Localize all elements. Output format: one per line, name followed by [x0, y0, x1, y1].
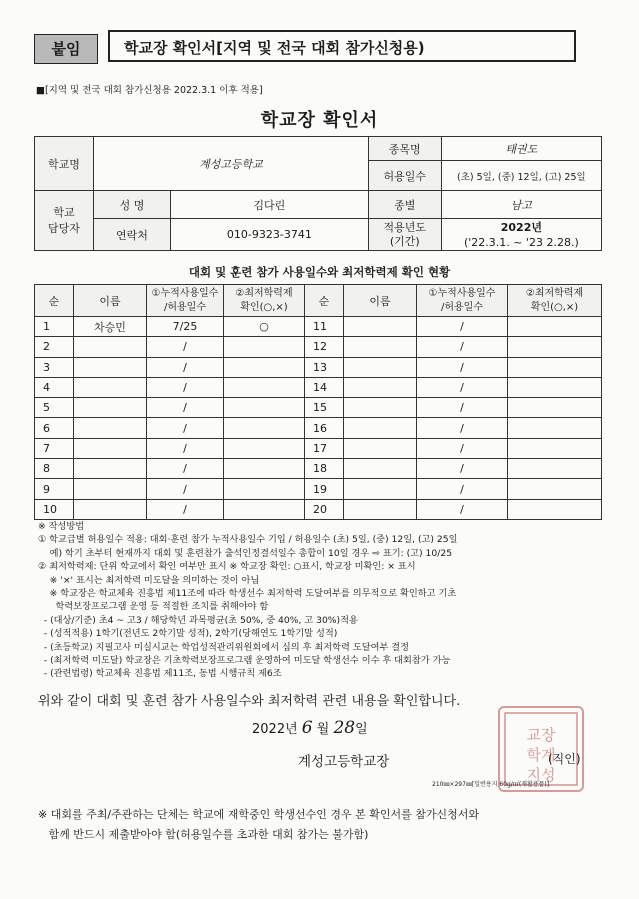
row-name: [344, 499, 417, 519]
row-name: [74, 377, 147, 397]
row-name: [74, 499, 147, 519]
row-check: [508, 377, 602, 397]
table-row: [35, 418, 602, 438]
row-days: /: [147, 377, 224, 397]
col-days-right: ①누적사용일수 /허용일수: [417, 285, 508, 317]
date-month: 6: [301, 718, 313, 738]
row-check: ○: [224, 317, 305, 337]
table-row: [35, 438, 602, 458]
date-day: 28: [333, 718, 356, 738]
table-row: [35, 317, 602, 337]
instruction-line: 예) 학기 초부터 현재까지 대회 및 훈련참가 출석인정결석일수 총합이 10일 경우 ⇨ 표기: (고) 10/25: [38, 547, 453, 559]
row-days: /: [147, 438, 224, 458]
date-year: 2022년: [252, 722, 298, 737]
row-days: /: [417, 317, 508, 337]
row-name: [344, 459, 417, 479]
row-name: [74, 337, 147, 357]
sport-value: 태권도: [441, 137, 601, 161]
row-no: 4: [35, 377, 74, 397]
row-days: /: [417, 479, 508, 499]
instruction-line: - (성적적용) 1학기(전년도 2학기말 성적), 2학기(당해연도 1학기말 성적): [38, 628, 338, 640]
row-name: [344, 377, 417, 397]
col-no-left: 순: [35, 285, 74, 317]
table-row: [35, 459, 602, 479]
apply-year-value: 2022년: [500, 220, 542, 234]
row-check: [508, 499, 602, 519]
row-name: [74, 418, 147, 438]
row-check: [508, 459, 602, 479]
category-value: 남고: [441, 191, 601, 219]
seal-line-2: 학계: [526, 746, 556, 764]
row-days: /: [147, 357, 224, 377]
row-name: [344, 317, 417, 337]
row-no: 20: [305, 499, 344, 519]
name-value: 김다린: [171, 191, 369, 219]
col-check-left: ②최저학력제 확인(○,×): [224, 285, 305, 317]
row-name: [344, 479, 417, 499]
instruction-line: ① 학교급별 허용일수 적용: 대회·훈련 참가 누적사용일수 기입 / 허용일수 (초) 5일, (중) 12일, (고) 25일: [38, 534, 458, 546]
row-check: [224, 438, 305, 458]
row-no: 2: [35, 337, 74, 357]
row-no: 16: [305, 418, 344, 438]
col-check-right: ②최저학력제 확인(○,×): [508, 285, 602, 317]
apply-period-value: ('22.3.1. ~ '23 2.28.): [463, 235, 579, 249]
info-table: [34, 136, 602, 251]
row-name: 차승민: [74, 317, 147, 337]
row-name: [344, 418, 417, 438]
contact-label: 연락처: [94, 219, 171, 251]
row-name: [74, 459, 147, 479]
row-name: [74, 479, 147, 499]
submission-note: ※ 대회를 주최/주관하는 단체는 학교에 재학중인 학생선수인 경우 본 확인서를 참가신청서와 함께 반드시 제출받아야 함(허용일수를 초과한 대회 참가는 불가함): [38, 808, 480, 841]
instruction-line: - (대상/기준) 초4 ~ 고3 / 해당학년 과목평균(초 50%, 중 40%, 고 30%)적용: [38, 614, 358, 626]
allowed-days-value: (초) 5일, (중) 12일, (고) 25일: [441, 161, 601, 191]
status-table-title: 대회 및 훈련 참가 사용일수와 최저학력제 확인 현황: [188, 265, 451, 279]
row-days: /: [417, 377, 508, 397]
instruction-line: - (최저학력 미도달) 학교장은 기초학력보장프로그램 운영하여 미도달 학생선수 이수 후 대회참가 가능: [38, 655, 451, 667]
table-row: [35, 357, 602, 377]
name-label: 성 명: [94, 191, 171, 219]
row-days: /: [417, 438, 508, 458]
apply-year-label: 적용년도 (기간): [368, 219, 441, 251]
row-no: 1: [35, 317, 74, 337]
row-check: [224, 398, 305, 418]
contact-value: 010-9323-3741: [171, 219, 369, 251]
row-check: [508, 418, 602, 438]
row-no: 13: [305, 357, 344, 377]
row-check: [508, 317, 602, 337]
row-check: [224, 357, 305, 377]
row-no: 10: [35, 499, 74, 519]
row-no: 6: [35, 418, 74, 438]
school-principal-signature: 계성고등학교장: [298, 754, 390, 770]
row-name: [74, 398, 147, 418]
row-no: 3: [35, 357, 74, 377]
row-no: 18: [305, 459, 344, 479]
row-check: [508, 438, 602, 458]
row-check: [224, 499, 305, 519]
row-check: [224, 337, 305, 357]
row-no: 15: [305, 398, 344, 418]
table-row: [35, 337, 602, 357]
instruction-line: ※ '×' 표시는 최저학력 미도달을 의미하는 것이 아님: [38, 574, 260, 586]
instruction-line: 학력보장프로그램 운영 등 적절한 조치를 취해야야 함: [38, 601, 269, 613]
row-check: [224, 459, 305, 479]
seal-label: (직인): [548, 752, 581, 766]
row-check: [224, 479, 305, 499]
writing-instructions: [38, 520, 608, 681]
applicability-note: ■[지역 및 전국 대회 참가신청용 2022.3.1 이후 적용]: [36, 85, 263, 96]
row-name: [344, 438, 417, 458]
row-name: [344, 337, 417, 357]
row-days: /: [417, 337, 508, 357]
paper-spec-note: 210㎜×297㎜[일반용지 60g/㎡(재활용품)]: [432, 781, 550, 788]
row-no: 8: [35, 459, 74, 479]
category-label: 종별: [368, 191, 441, 219]
seal-line-1: 교장: [526, 726, 556, 744]
instruction-line: ② 최저학력제: 단위 학교에서 확인 여부만 표시 ※ 학교장 확인: ○표시, 학교장 미확인: × 표시: [38, 561, 416, 573]
col-days-left: ①누적사용일수 /허용일수: [147, 285, 224, 317]
row-days: /: [147, 479, 224, 499]
instruction-line: ※ 학교장은 학교체육 진흥법 제11조에 따라 학생선수 최저학력 도달여부를 의무적으로 확인하고 기초: [38, 588, 457, 600]
confirmation-statement: 위와 같이 대회 및 훈련 참가 사용일수와 최저학력 관련 내용을 확인합니다.: [38, 694, 461, 709]
row-no: 11: [305, 317, 344, 337]
apply-year-cell: [441, 219, 601, 251]
row-days: 7/25: [147, 317, 224, 337]
row-days: /: [417, 398, 508, 418]
row-no: 7: [35, 438, 74, 458]
participation-table: [34, 284, 602, 520]
row-check: [508, 337, 602, 357]
row-days: /: [147, 398, 224, 418]
school-label: 학교명: [35, 137, 94, 191]
row-check: [508, 357, 602, 377]
table-row: [35, 398, 602, 418]
row-name: [74, 438, 147, 458]
row-days: /: [417, 418, 508, 438]
row-no: 12: [305, 337, 344, 357]
col-no-right: 순: [305, 285, 344, 317]
col-name-right: 이름: [344, 285, 417, 317]
table-row: [35, 499, 602, 519]
date-month-unit: 월: [316, 722, 330, 737]
document-title: 학교장 확인서: [260, 110, 379, 131]
table-row: [35, 479, 602, 499]
row-name: [344, 398, 417, 418]
row-days: /: [147, 459, 224, 479]
row-no: 14: [305, 377, 344, 397]
row-name: [344, 357, 417, 377]
date-day-unit: 일: [355, 722, 368, 737]
row-check: [224, 377, 305, 397]
row-no: 9: [35, 479, 74, 499]
sport-label: 종목명: [368, 137, 441, 161]
row-no: 5: [35, 398, 74, 418]
school-value: 계성고등학교: [94, 137, 369, 191]
row-days: /: [417, 459, 508, 479]
signature-date: [252, 718, 368, 738]
row-days: /: [147, 418, 224, 438]
form-header-title: 학교장 확인서[지역 및 전국 대회 참가신청용): [108, 30, 576, 62]
row-days: /: [147, 499, 224, 519]
row-check: [508, 398, 602, 418]
seal-graphic: [500, 708, 582, 790]
instruction-line: - (관련법령) 학교체육 진흥법 제11조, 동법 시행규칙 제6조: [38, 668, 282, 680]
row-days: /: [417, 499, 508, 519]
table-row: [35, 377, 602, 397]
instruction-line: - (초등학교) 지필고사 미실시교는 학업성적관리위원회에서 심의 후 최저학력 도달여부 결정: [38, 641, 409, 653]
row-check: [224, 418, 305, 438]
row-days: /: [147, 337, 224, 357]
row-no: 19: [305, 479, 344, 499]
col-name-left: 이름: [74, 285, 147, 317]
row-check: [508, 479, 602, 499]
row-no: 17: [305, 438, 344, 458]
attachment-badge: 붙임: [34, 34, 98, 64]
allowed-days-label: 허용일수: [368, 161, 441, 191]
row-name: [74, 357, 147, 377]
manager-label: 학교 담당자: [35, 191, 94, 251]
instruction-line: ※ 작성방법: [38, 521, 85, 532]
seal-line-3: 지성: [526, 766, 556, 784]
row-days: /: [417, 357, 508, 377]
